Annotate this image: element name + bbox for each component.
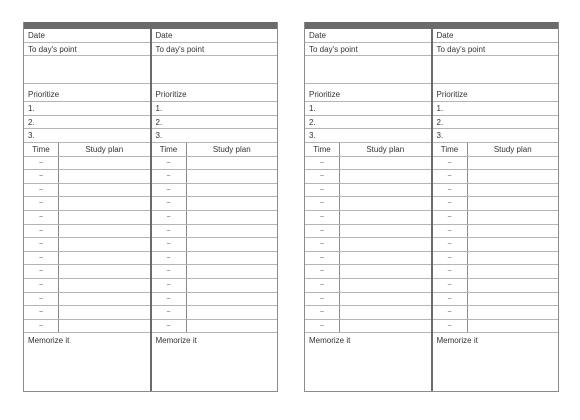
todays-point-area: [305, 56, 431, 84]
date-label: Date: [24, 29, 150, 43]
time-slot-mark: ~: [433, 225, 468, 238]
time-slot-mark: ~: [305, 252, 340, 265]
time-slot-mark: ~: [433, 184, 468, 197]
schedule-rows: [152, 157, 278, 334]
schedule-row: [152, 170, 278, 184]
schedule-rows: [305, 157, 431, 334]
study-plan-cell: [59, 157, 150, 170]
time-slot-mark: ~: [152, 265, 187, 278]
time-slot-mark: ~: [305, 184, 340, 197]
study-plan-header: Study plan: [366, 144, 405, 154]
date-label: Date: [305, 29, 431, 43]
time-slot-mark: ~: [24, 293, 59, 306]
study-plan-cell: [468, 238, 559, 251]
time-slot-mark: ~: [305, 265, 340, 278]
prioritize-label: Prioritize: [305, 84, 431, 102]
schedule-row: [305, 265, 431, 279]
time-slot-mark: ~: [433, 279, 468, 292]
schedule-row: [433, 157, 559, 171]
schedule-row: [433, 306, 559, 320]
schedule-row: [305, 184, 431, 198]
time-slot-mark: ~: [305, 197, 340, 210]
study-plan-cell: [187, 225, 278, 238]
study-plan-cell: [340, 211, 431, 224]
study-plan-cell: [59, 279, 150, 292]
prioritize-label: Prioritize: [24, 84, 150, 102]
time-slot-mark: ~: [24, 265, 59, 278]
study-plan-cell: [468, 252, 559, 265]
study-plan-cell: [468, 320, 559, 333]
priority-1: 1.: [152, 102, 278, 116]
time-header: Time: [152, 143, 187, 156]
schedule-header: [433, 143, 559, 157]
time-header: Time: [24, 143, 59, 156]
study-plan-cell: [468, 306, 559, 319]
priority-3: 3.: [433, 129, 559, 143]
schedule-row: [24, 252, 150, 266]
schedule-row: [152, 197, 278, 211]
study-plan-header: Study plan: [493, 144, 532, 154]
study-plan-header: Study plan: [212, 144, 251, 154]
time-header: Time: [305, 143, 340, 156]
study-plan-cell: [59, 293, 150, 306]
planner-day-column: [305, 29, 431, 391]
study-plan-header: Study plan: [85, 144, 124, 154]
priority-1: 1.: [433, 102, 559, 116]
todays-point-label: To day's point: [152, 43, 278, 57]
study-plan-cell: [340, 320, 431, 333]
time-slot-mark: ~: [152, 170, 187, 183]
study-plan-cell: [340, 293, 431, 306]
time-slot-mark: ~: [152, 184, 187, 197]
time-slot-mark: ~: [152, 197, 187, 210]
priority-1: 1.: [305, 102, 431, 116]
time-slot-mark: ~: [433, 320, 468, 333]
time-slot-mark: ~: [433, 293, 468, 306]
priority-2: 2.: [24, 116, 150, 130]
time-slot-mark: ~: [24, 170, 59, 183]
time-slot-mark: ~: [433, 197, 468, 210]
study-plan-cell: [59, 225, 150, 238]
study-plan-cell: [340, 279, 431, 292]
schedule-header: [305, 143, 431, 157]
date-label: Date: [152, 29, 278, 43]
schedule-row: [305, 293, 431, 307]
time-slot-mark: ~: [24, 279, 59, 292]
study-plan-cell: [340, 225, 431, 238]
schedule-row: [152, 306, 278, 320]
time-slot-mark: ~: [24, 238, 59, 251]
schedule-row: [305, 157, 431, 171]
schedule-row: [24, 184, 150, 198]
study-plan-cell: [187, 306, 278, 319]
time-slot-mark: ~: [152, 293, 187, 306]
prioritize-label: Prioritize: [152, 84, 278, 102]
priority-2: 2.: [152, 116, 278, 130]
study-plan-cell: [187, 157, 278, 170]
study-plan-cell: [187, 265, 278, 278]
time-slot-mark: ~: [24, 320, 59, 333]
study-plan-cell: [187, 184, 278, 197]
study-plan-cell: [59, 252, 150, 265]
time-slot-mark: ~: [24, 225, 59, 238]
time-slot-mark: ~: [152, 252, 187, 265]
planner-day-column: [24, 29, 150, 391]
planner-day-column: [431, 29, 559, 391]
schedule-row: [24, 157, 150, 171]
study-plan-cell: [187, 320, 278, 333]
schedule-row: [305, 170, 431, 184]
schedule-header: [152, 143, 278, 157]
schedule-row: [305, 211, 431, 225]
schedule-row: [24, 170, 150, 184]
schedule-row: [24, 265, 150, 279]
todays-point-label: To day's point: [433, 43, 559, 57]
schedule-row: [433, 211, 559, 225]
time-slot-mark: ~: [152, 157, 187, 170]
priority-2: 2.: [305, 116, 431, 130]
study-plan-cell: [187, 238, 278, 251]
time-slot-mark: ~: [305, 279, 340, 292]
study-plan-cell: [340, 157, 431, 170]
todays-point-area: [24, 56, 150, 84]
study-plan-cell: [468, 293, 559, 306]
study-plan-cell: [187, 211, 278, 224]
study-plan-cell: [340, 238, 431, 251]
memorize-label: Memorize it: [309, 336, 351, 346]
study-plan-cell: [468, 157, 559, 170]
time-slot-mark: ~: [24, 306, 59, 319]
schedule-row: [433, 197, 559, 211]
time-slot-mark: ~: [433, 157, 468, 170]
schedule-row: [152, 184, 278, 198]
memorize-label: Memorize it: [28, 336, 70, 346]
schedule-row: [24, 293, 150, 307]
study-plan-cell: [59, 238, 150, 251]
time-slot-mark: ~: [433, 265, 468, 278]
schedule-row: [305, 238, 431, 252]
schedule-row: [152, 320, 278, 334]
study-plan-cell: [468, 197, 559, 210]
time-slot-mark: ~: [152, 225, 187, 238]
time-slot-mark: ~: [305, 293, 340, 306]
study-plan-cell: [468, 170, 559, 183]
sheet-header-bar: [24, 22, 277, 29]
schedule-row: [433, 293, 559, 307]
planner-sheet-right: [304, 22, 559, 392]
date-label: Date: [433, 29, 559, 43]
study-plan-cell: [187, 252, 278, 265]
schedule-row: [305, 320, 431, 334]
time-slot-mark: ~: [305, 320, 340, 333]
schedule-row: [24, 238, 150, 252]
schedule-row: [433, 265, 559, 279]
study-plan-cell: [340, 306, 431, 319]
study-plan-cell: [340, 265, 431, 278]
time-slot-mark: ~: [305, 170, 340, 183]
time-slot-mark: ~: [24, 157, 59, 170]
schedule-row: [433, 279, 559, 293]
planner-day-column: [150, 29, 278, 391]
time-slot-mark: ~: [152, 306, 187, 319]
schedule-row: [24, 320, 150, 334]
study-plan-cell: [340, 170, 431, 183]
time-slot-mark: ~: [433, 306, 468, 319]
time-slot-mark: ~: [24, 197, 59, 210]
schedule-row: [152, 252, 278, 266]
study-plan-cell: [187, 170, 278, 183]
study-plan-cell: [340, 197, 431, 210]
schedule-row: [24, 306, 150, 320]
prioritize-label: Prioritize: [433, 84, 559, 102]
time-slot-mark: ~: [433, 238, 468, 251]
study-plan-cell: [59, 197, 150, 210]
schedule-row: [152, 279, 278, 293]
schedule-row: [152, 293, 278, 307]
schedule-row: [433, 252, 559, 266]
time-slot-mark: ~: [433, 211, 468, 224]
schedule-row: [152, 157, 278, 171]
study-plan-cell: [468, 265, 559, 278]
time-slot-mark: ~: [305, 211, 340, 224]
schedule-rows: [24, 157, 150, 334]
priority-2: 2.: [433, 116, 559, 130]
schedule-row: [24, 225, 150, 239]
memorize-label: Memorize it: [155, 336, 197, 346]
study-plan-cell: [59, 211, 150, 224]
study-plan-cell: [59, 170, 150, 183]
schedule-row: [433, 238, 559, 252]
time-slot-mark: ~: [24, 211, 59, 224]
time-slot-mark: ~: [305, 306, 340, 319]
todays-point-area: [433, 56, 559, 84]
todays-point-label: To day's point: [305, 43, 431, 57]
schedule-row: [152, 225, 278, 239]
schedule-row: [433, 170, 559, 184]
time-header: Time: [433, 143, 468, 156]
study-plan-cell: [59, 320, 150, 333]
time-slot-mark: ~: [305, 157, 340, 170]
todays-point-area: [152, 56, 278, 84]
study-plan-cell: [59, 306, 150, 319]
schedule-row: [305, 279, 431, 293]
study-plan-cell: [468, 279, 559, 292]
schedule-header: [24, 143, 150, 157]
schedule-row: [24, 211, 150, 225]
study-plan-cell: [340, 184, 431, 197]
study-plan-cell: [187, 279, 278, 292]
time-slot-mark: ~: [305, 238, 340, 251]
time-slot-mark: ~: [152, 320, 187, 333]
time-slot-mark: ~: [24, 252, 59, 265]
time-slot-mark: ~: [433, 252, 468, 265]
sheet-header-bar: [305, 22, 558, 29]
schedule-row: [152, 211, 278, 225]
study-plan-cell: [187, 293, 278, 306]
schedule-row: [433, 320, 559, 334]
study-plan-cell: [59, 265, 150, 278]
study-plan-cell: [340, 252, 431, 265]
time-slot-mark: ~: [305, 225, 340, 238]
schedule-row: [305, 197, 431, 211]
time-slot-mark: ~: [433, 170, 468, 183]
schedule-row: [305, 225, 431, 239]
time-slot-mark: ~: [152, 238, 187, 251]
schedule-row: [24, 197, 150, 211]
study-plan-cell: [468, 184, 559, 197]
schedule-row: [305, 252, 431, 266]
time-slot-mark: ~: [24, 184, 59, 197]
planner-sheet-left: [23, 22, 278, 392]
time-slot-mark: ~: [152, 211, 187, 224]
todays-point-label: To day's point: [24, 43, 150, 57]
study-plan-cell: [468, 225, 559, 238]
study-plan-cell: [468, 211, 559, 224]
study-plan-cell: [187, 197, 278, 210]
schedule-row: [305, 306, 431, 320]
schedule-row: [152, 238, 278, 252]
schedule-row: [433, 225, 559, 239]
schedule-row: [152, 265, 278, 279]
priority-3: 3.: [152, 129, 278, 143]
priority-3: 3.: [24, 129, 150, 143]
schedule-row: [433, 184, 559, 198]
study-plan-cell: [59, 184, 150, 197]
priority-1: 1.: [24, 102, 150, 116]
priority-3: 3.: [305, 129, 431, 143]
time-slot-mark: ~: [152, 279, 187, 292]
memorize-label: Memorize it: [436, 336, 478, 346]
schedule-row: [24, 279, 150, 293]
schedule-rows: [433, 157, 559, 334]
